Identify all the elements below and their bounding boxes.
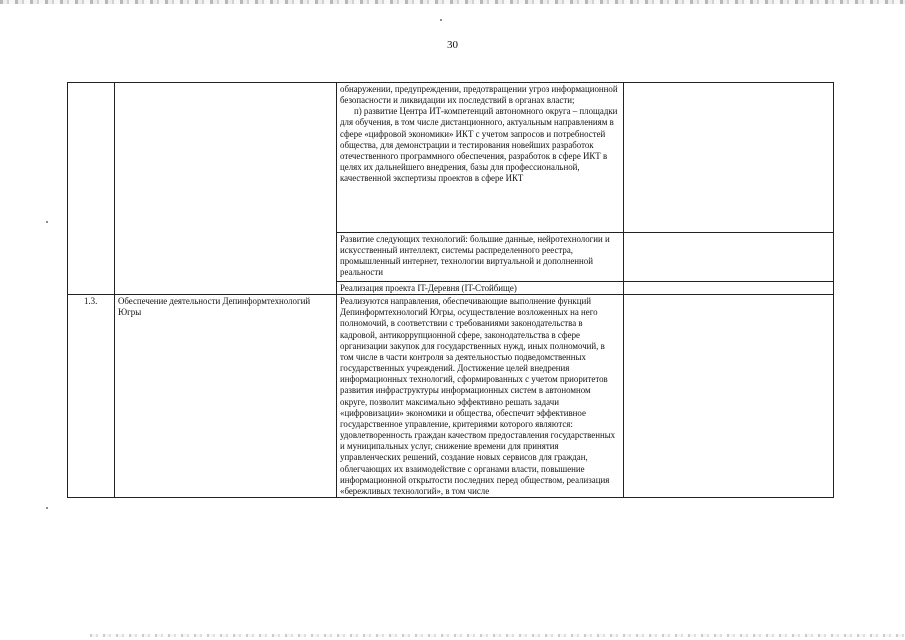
table-row bbox=[68, 83, 834, 233]
scan-speck bbox=[46, 507, 48, 509]
description-cell bbox=[337, 83, 624, 233]
note-cell bbox=[624, 83, 834, 233]
row-number-cell: 1.3. bbox=[68, 295, 115, 498]
row-title-cell: Обеспечение деятельности Депинформтехнологий Югры bbox=[115, 295, 337, 498]
scan-artifact-bottom bbox=[90, 634, 905, 637]
scan-speck bbox=[46, 221, 48, 223]
note-cell bbox=[624, 233, 834, 282]
note-cell bbox=[624, 295, 834, 498]
page-number: 30 bbox=[447, 39, 458, 51]
description-paragraph: Реализация проекта IT-Деревня (IT-Стойбище) bbox=[340, 283, 517, 293]
description-cell bbox=[337, 233, 624, 282]
description-paragraph: обнаружении, предупреждении, предотвращении угроз информационной безопасности и ликвидации их последствий в органах власти; bbox=[340, 84, 618, 106]
row-title-cell bbox=[115, 83, 337, 295]
description-cell bbox=[337, 282, 624, 295]
scan-artifact-top bbox=[0, 0, 905, 4]
description-cell bbox=[337, 295, 624, 498]
note-cell bbox=[624, 282, 834, 295]
row-number-cell bbox=[68, 83, 115, 295]
description-paragraph: п) развитие Центра ИТ-компетенций автономного округа – площадки для обучения, в том числе дистанционного, актуальным направлениям в сфере «цифровой экономики» ИКТ с учетом запросов и потребностей общества, для демонстрации и тестирования новейших разработок отечественного программного обеспечения, разработок в сфере ИКТ в целях их дальнейшего внедрения, базы для профессиональной, качественной экспертизы проектов в сфере ИКТ bbox=[340, 106, 618, 184]
description-paragraph: Реализуются направления, обеспечивающие выполнение функций Депинформтехнологий Югры, осуществление возложенных на него полномочий, в соответствии с требованиями законодательства в кадровой, антикоррупционной сфере, законодательства в сфере организации закупок для государственных нужд, иных полномочий, в том числе в части контроля за деятельностью подведомственных государственных учреждений. Достижение целей внедрения информационных технологий, сформированных с учетом приоритетов развития инфраструктуры информационных систем в автономном округе, позволит максимально эффективно решать задачи «цифровизации» экономики и общества, обеспечит эффективное государственное управление, критериями которого являются: удовлетворенность граждан качеством предоставления государственных и муниципальных услуг, снижение времени для принятия управленческих решений, создание новых сервисов для граждан, облегчающих их взаимодействие с органами власти, повышение информационной открытости последних перед обществом, реализация «бережливых технологий», в том числе bbox=[340, 296, 616, 496]
description-paragraph: Развитие следующих технологий: большие данные, нейротехнологии и искусственный интеллект, системы распределенного реестра, промышленный интернет, технологии виртуальной и дополненной реальности bbox=[340, 234, 610, 278]
scan-speck bbox=[440, 19, 442, 21]
program-table bbox=[67, 82, 834, 498]
table-row bbox=[68, 295, 834, 498]
